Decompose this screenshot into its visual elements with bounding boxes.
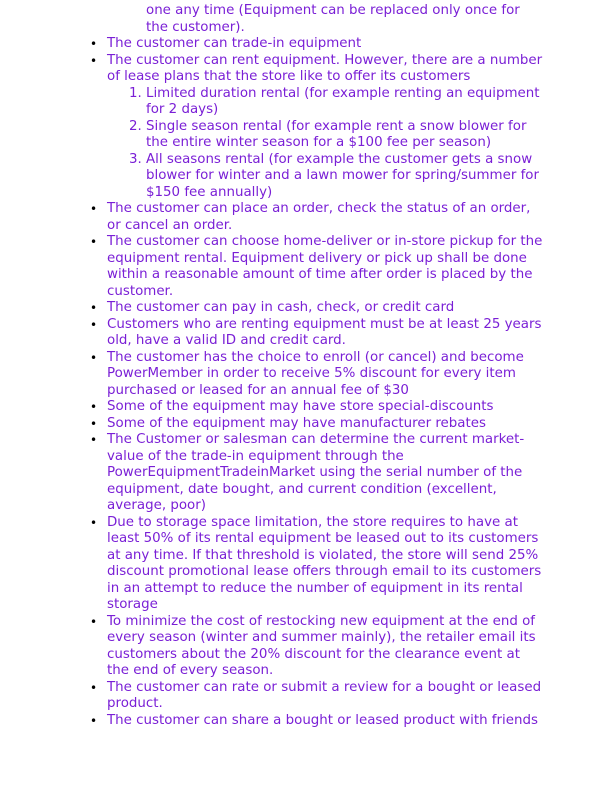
list-item-line: discount promotional lease offers through email to its customers (107, 564, 542, 579)
subitem-line: the entire winter season for a $100 fee per season) (146, 135, 492, 150)
list-item-line: every season (winter and summer mainly), the retailer email its (107, 630, 536, 645)
list-item-line: The customer can choose home-deliver or in-store pickup for the (107, 234, 543, 249)
list-item-line: Some of the equipment may have manufacturer rebates (107, 415, 486, 431)
bullet-icon: • (90, 400, 98, 414)
list-item-line: or cancel an order. (107, 217, 233, 233)
list-item-line: average, poor) (107, 498, 206, 513)
bullet-icon: • (90, 350, 98, 365)
bullet-icon: • (90, 433, 98, 447)
bullet-icon: • (90, 37, 98, 51)
subitem-line: All seasons rental (for example the customer gets a snow (146, 151, 533, 167)
bullet-icon: • (90, 614, 98, 629)
list-item-line: Customers who are renting equipment must be at least 25 years (107, 316, 542, 332)
subitem-number: 1. (129, 85, 142, 101)
list-item-line: product. (107, 696, 163, 711)
list-item-line: least 50% of its rental equipment be leased out to its customers (107, 531, 539, 546)
list-item-line: old, have a valid ID and credit card. (107, 333, 346, 348)
list-item-line: PowerEquipmentTradeinMarket using the serial number of the (107, 465, 523, 480)
list-item-line: equipment rental. Equipment delivery or pick up shall be done (107, 250, 527, 266)
list-item-line: storage (107, 597, 158, 612)
list-item-line: value of the trade-in equipment through the (107, 448, 404, 464)
subitem-number: 3. (129, 151, 142, 167)
list-item-line: Some of the equipment may have store special-discounts (107, 399, 494, 414)
list-item-line: the end of every season. (107, 663, 274, 678)
bullet-icon: • (90, 713, 98, 728)
bullet-icon: • (90, 416, 98, 431)
list-item-line: in an attempt to reduce the number of equipment in its rental (107, 580, 523, 596)
subitem-line: $150 fee annually) (146, 184, 273, 200)
continuation-line: the customer). (146, 19, 245, 35)
list-item-line: of lease plans that the store like to offer its customers (107, 69, 471, 84)
list-item-line: purchased or leased for an annual fee of $30 (107, 382, 409, 398)
bullet-icon: • (90, 202, 98, 216)
continuation-line: one any time (Equipment can be replaced only once for (146, 3, 520, 18)
list-item-line: The customer can pay in cash, check, or credit card (107, 300, 455, 315)
list-item-line: PowerMember in order to receive 5% discount for every item (107, 366, 516, 381)
list-item-line: To minimize the cost of restocking new equipment at the end of (107, 613, 535, 629)
subitem-line: Limited duration rental (for example renting an equipment (146, 85, 540, 101)
list-item-line: The customer can rent equipment. However, there are a number (107, 52, 543, 68)
bullet-icon: • (90, 53, 98, 68)
list-item-line: The customer can rate or submit a review for a bought or leased (107, 679, 542, 695)
list-item-line: at any time. If that threshold is violated, the store will send 25% (107, 547, 539, 563)
bullet-icon: • (90, 515, 98, 530)
list-item-line: The customer has the choice to enroll (or cancel) and become (107, 349, 524, 365)
list-item-line: equipment, date bought, and current condition (excellent, (107, 481, 497, 497)
subitem-line: Single season rental (for example rent a snow blower for (146, 118, 527, 134)
list-item-line: The Customer or salesman can determine the current market- (107, 432, 525, 447)
bullet-icon: • (90, 317, 98, 332)
list-item-line: The customer can share a bought or leased product with friends (107, 712, 538, 728)
list-item-line: within a reasonable amount of time after order is placed by the (107, 267, 533, 282)
bullet-icon: • (90, 235, 98, 249)
list-item-line: Due to storage space limitation, the store requires to have at (107, 514, 518, 530)
list-item-line: customers about the 20% discount for the clearance event at (107, 646, 520, 662)
bullet-icon: • (90, 301, 98, 315)
subitem-line: blower for winter and a lawn mower for spring/summer for (146, 168, 539, 183)
list-item-line: The customer can place an order, check the status of an order, (107, 201, 531, 216)
subitem-number: 2. (129, 118, 142, 134)
subitem-line: for 2 days) (146, 102, 219, 117)
list-item-line: The customer can trade-in equipment (107, 36, 362, 51)
list-item-line: customer. (107, 283, 174, 299)
bullet-icon: • (90, 680, 98, 695)
